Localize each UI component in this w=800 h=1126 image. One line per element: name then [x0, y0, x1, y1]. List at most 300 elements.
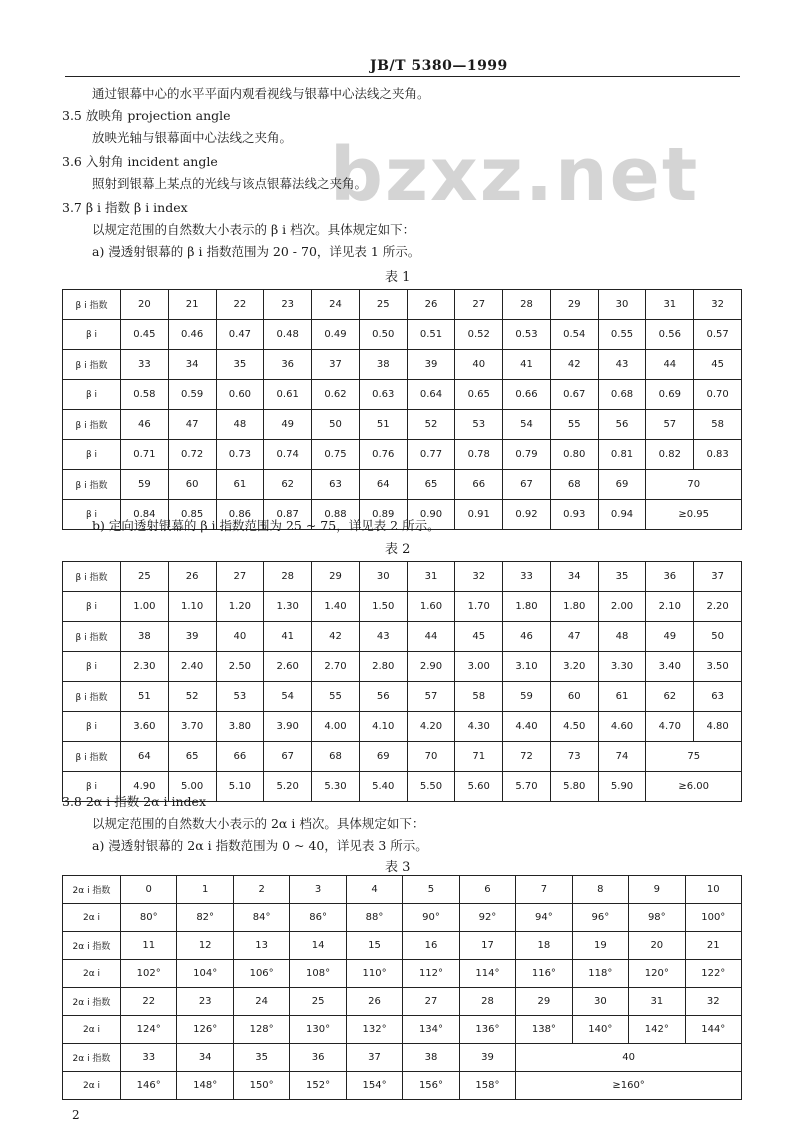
page-number: 2 — [72, 1108, 80, 1122]
index-cell: 41 — [264, 622, 312, 652]
value-cell: 5.90 — [598, 772, 646, 802]
value-cell: 3.40 — [646, 652, 694, 682]
table-1 — [62, 289, 742, 530]
index-row-header: β i 指数 — [63, 562, 121, 592]
index-cell: 27 — [403, 988, 459, 1016]
index-cell: 31 — [407, 562, 455, 592]
value-cell: 148° — [177, 1072, 233, 1100]
text-line: b) 定向透射银幕的 β i 指数范围为 25 ~ 75，详见表 2 所示。 — [92, 518, 440, 533]
text-line: a) 漫透射银幕的 β i 指数范围为 20 - 70，详见表 1 所示。 — [92, 244, 421, 259]
value-cell: 0.82 — [646, 440, 694, 470]
table-2 — [62, 561, 742, 802]
value-cell: 5.40 — [359, 772, 407, 802]
table-row — [63, 470, 742, 500]
value-cell: 0.87 — [264, 500, 312, 530]
index-cell: 20 — [121, 290, 169, 320]
value-cell: 0.67 — [550, 380, 598, 410]
index-cell: 59 — [503, 682, 551, 712]
index-cell: 32 — [455, 562, 503, 592]
document-header: JB/T 5380—1999 — [370, 58, 508, 74]
index-cell: 47 — [168, 410, 216, 440]
index-cell: 17 — [459, 932, 515, 960]
index-cell: 64 — [359, 470, 407, 500]
index-cell: 44 — [646, 350, 694, 380]
index-cell: 1 — [177, 876, 233, 904]
table-row — [63, 904, 742, 932]
index-row-header: 2α i 指数 — [63, 876, 121, 904]
index-cell: 53 — [216, 682, 264, 712]
value-cell: 0.59 — [168, 380, 216, 410]
table-caption-2: 表 2 — [385, 542, 411, 557]
index-cell: 55 — [550, 410, 598, 440]
index-row-header: β i 指数 — [63, 470, 121, 500]
value-cell: 0.73 — [216, 440, 264, 470]
index-cell: 36 — [290, 1044, 346, 1072]
index-row-header: 2α i 指数 — [63, 1044, 121, 1072]
index-cell: 30 — [572, 988, 628, 1016]
index-cell: 49 — [646, 622, 694, 652]
value-cell: 0.84 — [121, 500, 169, 530]
index-cell: 40 — [455, 350, 503, 380]
index-cell: 22 — [216, 290, 264, 320]
index-cell: 7 — [516, 876, 572, 904]
value-cell: 3.60 — [121, 712, 169, 742]
index-cell: 60 — [550, 682, 598, 712]
index-cell: 44 — [407, 622, 455, 652]
value-cell: 0.89 — [359, 500, 407, 530]
index-cell: 25 — [290, 988, 346, 1016]
index-cell: 38 — [403, 1044, 459, 1072]
value-cell: 144° — [685, 1016, 741, 1044]
value-cell: 5.30 — [312, 772, 360, 802]
value-cell-merged: ≥160° — [516, 1072, 742, 1100]
value-cell: 0.86 — [216, 500, 264, 530]
value-cell: 98° — [629, 904, 685, 932]
value-cell: 2.80 — [359, 652, 407, 682]
value-cell: 152° — [290, 1072, 346, 1100]
index-cell: 49 — [264, 410, 312, 440]
value-cell: 132° — [346, 1016, 402, 1044]
table-row — [63, 592, 742, 622]
index-cell: 40 — [216, 622, 264, 652]
value-cell: 146° — [121, 1072, 177, 1100]
value-cell: 0.68 — [598, 380, 646, 410]
index-row-header: β i 指数 — [63, 290, 121, 320]
index-cell: 25 — [359, 290, 407, 320]
index-cell: 55 — [312, 682, 360, 712]
index-cell: 56 — [359, 682, 407, 712]
value-cell: 0.49 — [312, 320, 360, 350]
index-cell: 43 — [598, 350, 646, 380]
value-cell: 4.60 — [598, 712, 646, 742]
value-cell: 0.56 — [646, 320, 694, 350]
table-row — [63, 876, 742, 904]
index-cell: 32 — [694, 290, 742, 320]
index-cell: 10 — [685, 876, 741, 904]
value-cell: 0.93 — [550, 500, 598, 530]
index-cell: 16 — [403, 932, 459, 960]
index-cell: 28 — [264, 562, 312, 592]
value-cell: 134° — [403, 1016, 459, 1044]
index-cell: 64 — [121, 742, 169, 772]
index-cell: 41 — [503, 350, 551, 380]
value-cell: 108° — [290, 960, 346, 988]
index-cell: 29 — [516, 988, 572, 1016]
table-row — [63, 1016, 742, 1044]
table-row — [63, 1072, 742, 1100]
value-cell: 150° — [233, 1072, 289, 1100]
table-3 — [62, 875, 742, 1100]
index-cell: 21 — [168, 290, 216, 320]
value-row-header: 2α i — [63, 1072, 121, 1100]
value-cell: 86° — [290, 904, 346, 932]
index-cell: 6 — [459, 876, 515, 904]
index-cell: 50 — [312, 410, 360, 440]
index-cell: 35 — [233, 1044, 289, 1072]
value-cell: 0.75 — [312, 440, 360, 470]
value-cell: 80° — [121, 904, 177, 932]
value-cell: 122° — [685, 960, 741, 988]
index-cell: 33 — [121, 350, 169, 380]
value-cell: 84° — [233, 904, 289, 932]
value-cell: 116° — [516, 960, 572, 988]
value-cell: 100° — [685, 904, 741, 932]
value-cell: 5.10 — [216, 772, 264, 802]
index-cell: 5 — [403, 876, 459, 904]
index-cell: 67 — [503, 470, 551, 500]
value-cell: 104° — [177, 960, 233, 988]
index-cell: 0 — [121, 876, 177, 904]
index-cell: 38 — [359, 350, 407, 380]
value-cell: 0.74 — [264, 440, 312, 470]
index-cell: 37 — [312, 350, 360, 380]
value-cell: 0.79 — [503, 440, 551, 470]
index-cell-merged: 70 — [646, 470, 742, 500]
value-cell: 5.60 — [455, 772, 503, 802]
text-line: 放映光轴与银幕面中心法线之夹角。 — [92, 130, 293, 145]
table-caption-3: 表 3 — [385, 860, 411, 875]
index-cell: 58 — [694, 410, 742, 440]
value-cell: 1.10 — [168, 592, 216, 622]
index-cell: 29 — [550, 290, 598, 320]
index-cell: 68 — [312, 742, 360, 772]
index-cell: 51 — [359, 410, 407, 440]
value-cell: 1.30 — [264, 592, 312, 622]
value-cell: 0.48 — [264, 320, 312, 350]
index-cell: 65 — [168, 742, 216, 772]
index-cell: 42 — [312, 622, 360, 652]
index-cell: 8 — [572, 876, 628, 904]
value-cell: 4.80 — [694, 712, 742, 742]
index-cell: 19 — [572, 932, 628, 960]
value-cell: 0.94 — [598, 500, 646, 530]
value-cell: 0.54 — [550, 320, 598, 350]
index-cell: 65 — [407, 470, 455, 500]
value-cell: 2.20 — [694, 592, 742, 622]
value-cell: 1.80 — [503, 592, 551, 622]
text-line: 照射到银幕上某点的光线与该点银幕法线之夹角。 — [92, 176, 368, 191]
value-cell: 3.00 — [455, 652, 503, 682]
text-line: 以规定范围的自然数大小表示的 2α i 档次。具体规定如下： — [92, 816, 425, 831]
value-cell: 96° — [572, 904, 628, 932]
index-cell: 58 — [455, 682, 503, 712]
index-cell: 69 — [598, 470, 646, 500]
text-line: 以规定范围的自然数大小表示的 β i 档次。具体规定如下： — [92, 222, 416, 237]
value-cell: 124° — [121, 1016, 177, 1044]
index-cell: 54 — [264, 682, 312, 712]
value-cell: 0.69 — [646, 380, 694, 410]
value-cell: 0.46 — [168, 320, 216, 350]
value-row-header: β i — [63, 592, 121, 622]
value-cell: 4.10 — [359, 712, 407, 742]
index-cell: 24 — [312, 290, 360, 320]
index-cell: 45 — [455, 622, 503, 652]
index-cell: 60 — [168, 470, 216, 500]
value-cell: 3.80 — [216, 712, 264, 742]
value-cell: 88° — [346, 904, 402, 932]
index-cell: 34 — [177, 1044, 233, 1072]
index-cell: 36 — [646, 562, 694, 592]
value-cell: 128° — [233, 1016, 289, 1044]
index-cell: 48 — [598, 622, 646, 652]
table-row — [63, 742, 742, 772]
value-cell: 2.50 — [216, 652, 264, 682]
index-cell: 46 — [121, 410, 169, 440]
index-cell: 71 — [455, 742, 503, 772]
value-cell: 154° — [346, 1072, 402, 1100]
value-cell: 0.47 — [216, 320, 264, 350]
value-row-header: β i — [63, 772, 121, 802]
index-row-header: 2α i 指数 — [63, 932, 121, 960]
index-cell-merged: 75 — [646, 742, 742, 772]
index-cell: 9 — [629, 876, 685, 904]
index-cell: 25 — [121, 562, 169, 592]
index-cell: 70 — [407, 742, 455, 772]
value-cell: 5.00 — [168, 772, 216, 802]
table-row — [63, 988, 742, 1016]
value-cell: 2.70 — [312, 652, 360, 682]
index-cell: 63 — [694, 682, 742, 712]
value-cell: 1.80 — [550, 592, 598, 622]
index-cell: 23 — [177, 988, 233, 1016]
index-cell: 37 — [346, 1044, 402, 1072]
index-cell-merged: 40 — [516, 1044, 742, 1072]
index-cell: 14 — [290, 932, 346, 960]
index-cell: 26 — [407, 290, 455, 320]
value-cell: 0.81 — [598, 440, 646, 470]
index-cell: 67 — [264, 742, 312, 772]
value-cell: 0.78 — [455, 440, 503, 470]
index-cell: 12 — [177, 932, 233, 960]
value-cell: 1.00 — [121, 592, 169, 622]
value-cell: 0.60 — [216, 380, 264, 410]
index-cell: 36 — [264, 350, 312, 380]
value-cell: 4.00 — [312, 712, 360, 742]
index-cell: 24 — [233, 988, 289, 1016]
value-row-header: 2α i — [63, 1016, 121, 1044]
value-cell: 0.76 — [359, 440, 407, 470]
value-cell: 102° — [121, 960, 177, 988]
value-cell: 0.62 — [312, 380, 360, 410]
index-cell: 29 — [312, 562, 360, 592]
value-cell: 0.66 — [503, 380, 551, 410]
index-cell: 15 — [346, 932, 402, 960]
value-cell: 5.70 — [503, 772, 551, 802]
value-cell: 142° — [629, 1016, 685, 1044]
index-cell: 56 — [598, 410, 646, 440]
index-cell: 39 — [459, 1044, 515, 1072]
value-cell: 118° — [572, 960, 628, 988]
section-heading: 3.7 β i 指数 β i index — [62, 200, 188, 215]
index-cell: 59 — [121, 470, 169, 500]
value-cell: 94° — [516, 904, 572, 932]
index-cell: 23 — [264, 290, 312, 320]
table-row — [63, 350, 742, 380]
value-cell: 4.90 — [121, 772, 169, 802]
table-row — [63, 562, 742, 592]
index-cell: 54 — [503, 410, 551, 440]
index-cell: 26 — [168, 562, 216, 592]
index-cell: 13 — [233, 932, 289, 960]
value-cell: 4.30 — [455, 712, 503, 742]
value-cell: 106° — [233, 960, 289, 988]
value-cell: 114° — [459, 960, 515, 988]
value-cell: 0.71 — [121, 440, 169, 470]
index-cell: 52 — [168, 682, 216, 712]
value-row-header: 2α i — [63, 904, 121, 932]
table-row — [63, 622, 742, 652]
index-cell: 74 — [598, 742, 646, 772]
index-cell: 35 — [598, 562, 646, 592]
index-cell: 21 — [685, 932, 741, 960]
value-cell: 92° — [459, 904, 515, 932]
value-row-header: β i — [63, 320, 121, 350]
value-cell: 120° — [629, 960, 685, 988]
index-cell: 34 — [550, 562, 598, 592]
index-cell: 26 — [346, 988, 402, 1016]
value-cell: 82° — [177, 904, 233, 932]
value-cell: 0.45 — [121, 320, 169, 350]
index-cell: 52 — [407, 410, 455, 440]
table-row — [63, 712, 742, 742]
value-cell: 2.40 — [168, 652, 216, 682]
value-cell: 0.57 — [694, 320, 742, 350]
value-cell: 126° — [177, 1016, 233, 1044]
text-line: a) 漫透射银幕的 2α i 指数范围为 0 ~ 40，详见表 3 所示。 — [92, 838, 428, 853]
index-cell: 46 — [503, 622, 551, 652]
value-cell: 90° — [403, 904, 459, 932]
value-cell: 2.00 — [598, 592, 646, 622]
value-cell: 4.50 — [550, 712, 598, 742]
value-cell: 3.30 — [598, 652, 646, 682]
value-row-header: β i — [63, 500, 121, 530]
index-cell: 18 — [516, 932, 572, 960]
index-cell: 68 — [550, 470, 598, 500]
value-cell: 140° — [572, 1016, 628, 1044]
index-cell: 33 — [503, 562, 551, 592]
index-cell: 31 — [629, 988, 685, 1016]
index-cell: 72 — [503, 742, 551, 772]
value-row-header: β i — [63, 440, 121, 470]
value-cell: 0.51 — [407, 320, 455, 350]
value-cell: 3.50 — [694, 652, 742, 682]
index-cell: 62 — [264, 470, 312, 500]
index-cell: 69 — [359, 742, 407, 772]
table-row — [63, 932, 742, 960]
table-row — [63, 652, 742, 682]
header-rule — [65, 76, 740, 77]
index-cell: 30 — [598, 290, 646, 320]
index-cell: 48 — [216, 410, 264, 440]
value-cell: 0.53 — [503, 320, 551, 350]
index-cell: 57 — [646, 410, 694, 440]
value-cell: 0.61 — [264, 380, 312, 410]
index-row-header: β i 指数 — [63, 410, 121, 440]
value-row-header: β i — [63, 380, 121, 410]
value-cell: 0.77 — [407, 440, 455, 470]
index-cell: 43 — [359, 622, 407, 652]
index-cell: 31 — [646, 290, 694, 320]
value-cell: 0.70 — [694, 380, 742, 410]
value-cell: 0.85 — [168, 500, 216, 530]
value-cell: 0.52 — [455, 320, 503, 350]
value-cell: 4.70 — [646, 712, 694, 742]
index-cell: 51 — [121, 682, 169, 712]
table-caption-1: 表 1 — [385, 270, 411, 285]
value-row-header: β i — [63, 712, 121, 742]
index-cell: 27 — [455, 290, 503, 320]
index-cell: 62 — [646, 682, 694, 712]
value-cell: 130° — [290, 1016, 346, 1044]
index-cell: 32 — [685, 988, 741, 1016]
value-cell: 0.58 — [121, 380, 169, 410]
index-cell: 47 — [550, 622, 598, 652]
index-cell: 4 — [346, 876, 402, 904]
value-cell: 3.90 — [264, 712, 312, 742]
value-cell: 1.20 — [216, 592, 264, 622]
index-cell: 35 — [216, 350, 264, 380]
value-cell-merged: ≥0.95 — [646, 500, 742, 530]
index-cell: 2 — [233, 876, 289, 904]
index-cell: 11 — [121, 932, 177, 960]
section-heading: 3.6 入射角 incident angle — [62, 154, 218, 169]
index-cell: 37 — [694, 562, 742, 592]
value-cell: 1.50 — [359, 592, 407, 622]
index-cell: 33 — [121, 1044, 177, 1072]
table-row — [63, 682, 742, 712]
value-cell: 0.80 — [550, 440, 598, 470]
index-cell: 57 — [407, 682, 455, 712]
index-cell: 39 — [168, 622, 216, 652]
section-heading: 3.8 2α i 指数 2α i index — [62, 794, 207, 809]
index-cell: 45 — [694, 350, 742, 380]
index-row-header: β i 指数 — [63, 350, 121, 380]
value-row-header: 2α i — [63, 960, 121, 988]
watermark: bzxz.net — [330, 132, 700, 218]
value-cell: 0.91 — [455, 500, 503, 530]
value-cell: 3.10 — [503, 652, 551, 682]
value-cell: 0.88 — [312, 500, 360, 530]
index-cell: 66 — [216, 742, 264, 772]
section-heading: 3.5 放映角 projection angle — [62, 108, 231, 123]
index-cell: 63 — [312, 470, 360, 500]
index-cell: 38 — [121, 622, 169, 652]
value-cell: 156° — [403, 1072, 459, 1100]
value-row-header: β i — [63, 652, 121, 682]
value-cell: 4.20 — [407, 712, 455, 742]
index-cell: 28 — [503, 290, 551, 320]
value-cell: 0.83 — [694, 440, 742, 470]
